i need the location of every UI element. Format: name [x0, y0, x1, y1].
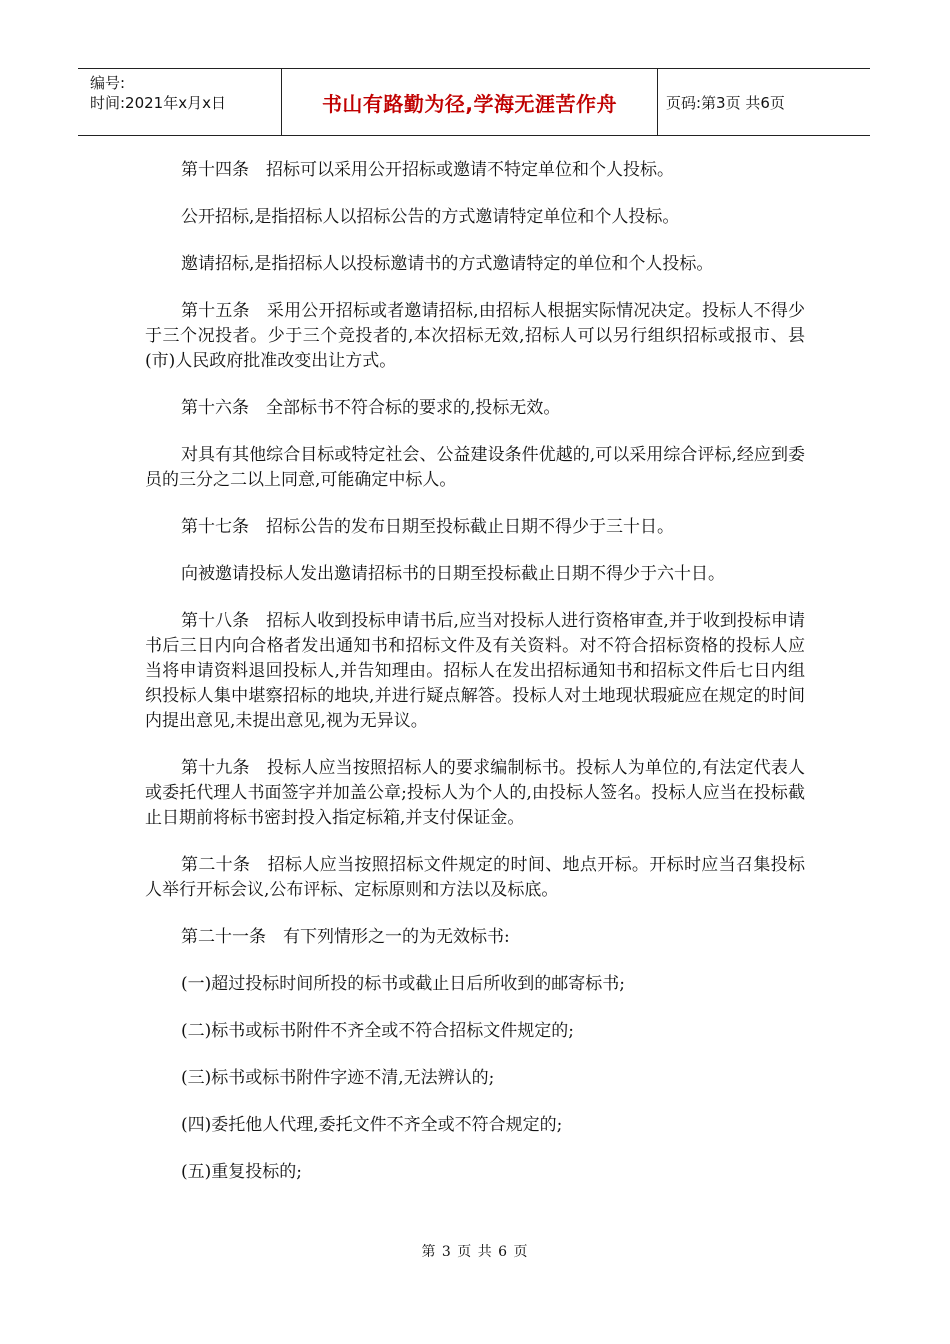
paragraph-comprehensive-evaluation: 对具有其他综合目标或特定社会、公益建设条件优越的,可以采用综合评标,经应到委员的三分之二以上同意,可能确定中标人。 [145, 445, 805, 490]
document-number-label: 编号: [90, 74, 126, 92]
paragraph-article-14: 第十四条 招标可以采用公开招标或邀请不特定单位和个人投标。 [181, 160, 674, 180]
header-page-number: 页码:第3页 共6页 [666, 93, 785, 112]
paragraph-article-16: 第十六条 全部标书不符合标的要求的,投标无效。 [181, 398, 561, 418]
document-date-label: 时间:2021年x月x日 [90, 94, 226, 112]
paragraph-article-15: 第十五条 采用公开招标或者邀请招标,由招标人根据实际情况决定。投标人不得少于三个况投者。少于三个竞投者的,本次招标无效,招标人可以另行组织招标或报市、县(市)人民政府批准改变出让方式。 [145, 301, 805, 371]
page-header [78, 68, 870, 136]
page-footer: 第 3 页 共 6 页 [421, 1244, 529, 1260]
list-item-invalid-2: (二)标书或标书附件不齐全或不符合招标文件规定的; [181, 1021, 574, 1041]
paragraph-public-bidding: 公开招标,是指招标人以招标公告的方式邀请特定单位和个人投标。 [181, 207, 680, 227]
paragraph-article-19: 第十九条 投标人应当按照招标人的要求编制标书。投标人为单位的,有法定代表人或委托代理人书面签字并加盖公章;投标人为个人的,由投标人签名。投标人应当在投标截止日期前将标书密封投入指定标箱,并支付保证金。 [145, 758, 805, 828]
header-meta [78, 69, 282, 135]
paragraph-article-21: 第二十一条 有下列情形之一的为无效标书: [181, 927, 510, 947]
list-item-invalid-3: (三)标书或标书附件字迹不清,无法辨认的; [181, 1068, 495, 1088]
paragraph-article-18: 第十八条 招标人收到投标申请书后,应当对投标人进行资格审查,并于收到投标申请书后三日内向合格者发出通知书和招标文件及有关资料。对不符合招标资格的投标人应当将申请资料退回投标人,并告知理由。招标人在发出招标通知书和招标文件后七日内组织投标人集中堪察招标的地块,并进行疑点解答。投标人对土地现状瑕疵应在规定的时间内提出意见,未提出意见,视为无异议。 [145, 611, 805, 731]
list-item-invalid-1: (一)超过投标时间所投的标书或截止日后所收到的邮寄标书; [181, 974, 625, 994]
list-item-invalid-5: (五)重复投标的; [181, 1162, 302, 1182]
paragraph-invited-bidding: 邀请招标,是指招标人以投标邀请书的方式邀请特定的单位和个人投标。 [181, 254, 714, 274]
paragraph-article-17: 第十七条 招标公告的发布日期至投标截止日期不得少于三十日。 [181, 517, 674, 537]
paragraph-invitation-deadline: 向被邀请投标人发出邀请招标书的日期至投标截止日期不得少于六十日。 [181, 564, 725, 584]
paragraph-article-20: 第二十条 招标人应当按照招标文件规定的时间、地点开标。开标时应当召集投标人举行开标会议,公布评标、定标原则和方法以及标底。 [145, 855, 805, 900]
header-motto: 书山有路勤为径,学海无涯苦作舟 [282, 69, 658, 135]
list-item-invalid-4: (四)委托他人代理,委托文件不齐全或不符合规定的; [181, 1115, 563, 1135]
document-body [145, 158, 805, 1207]
